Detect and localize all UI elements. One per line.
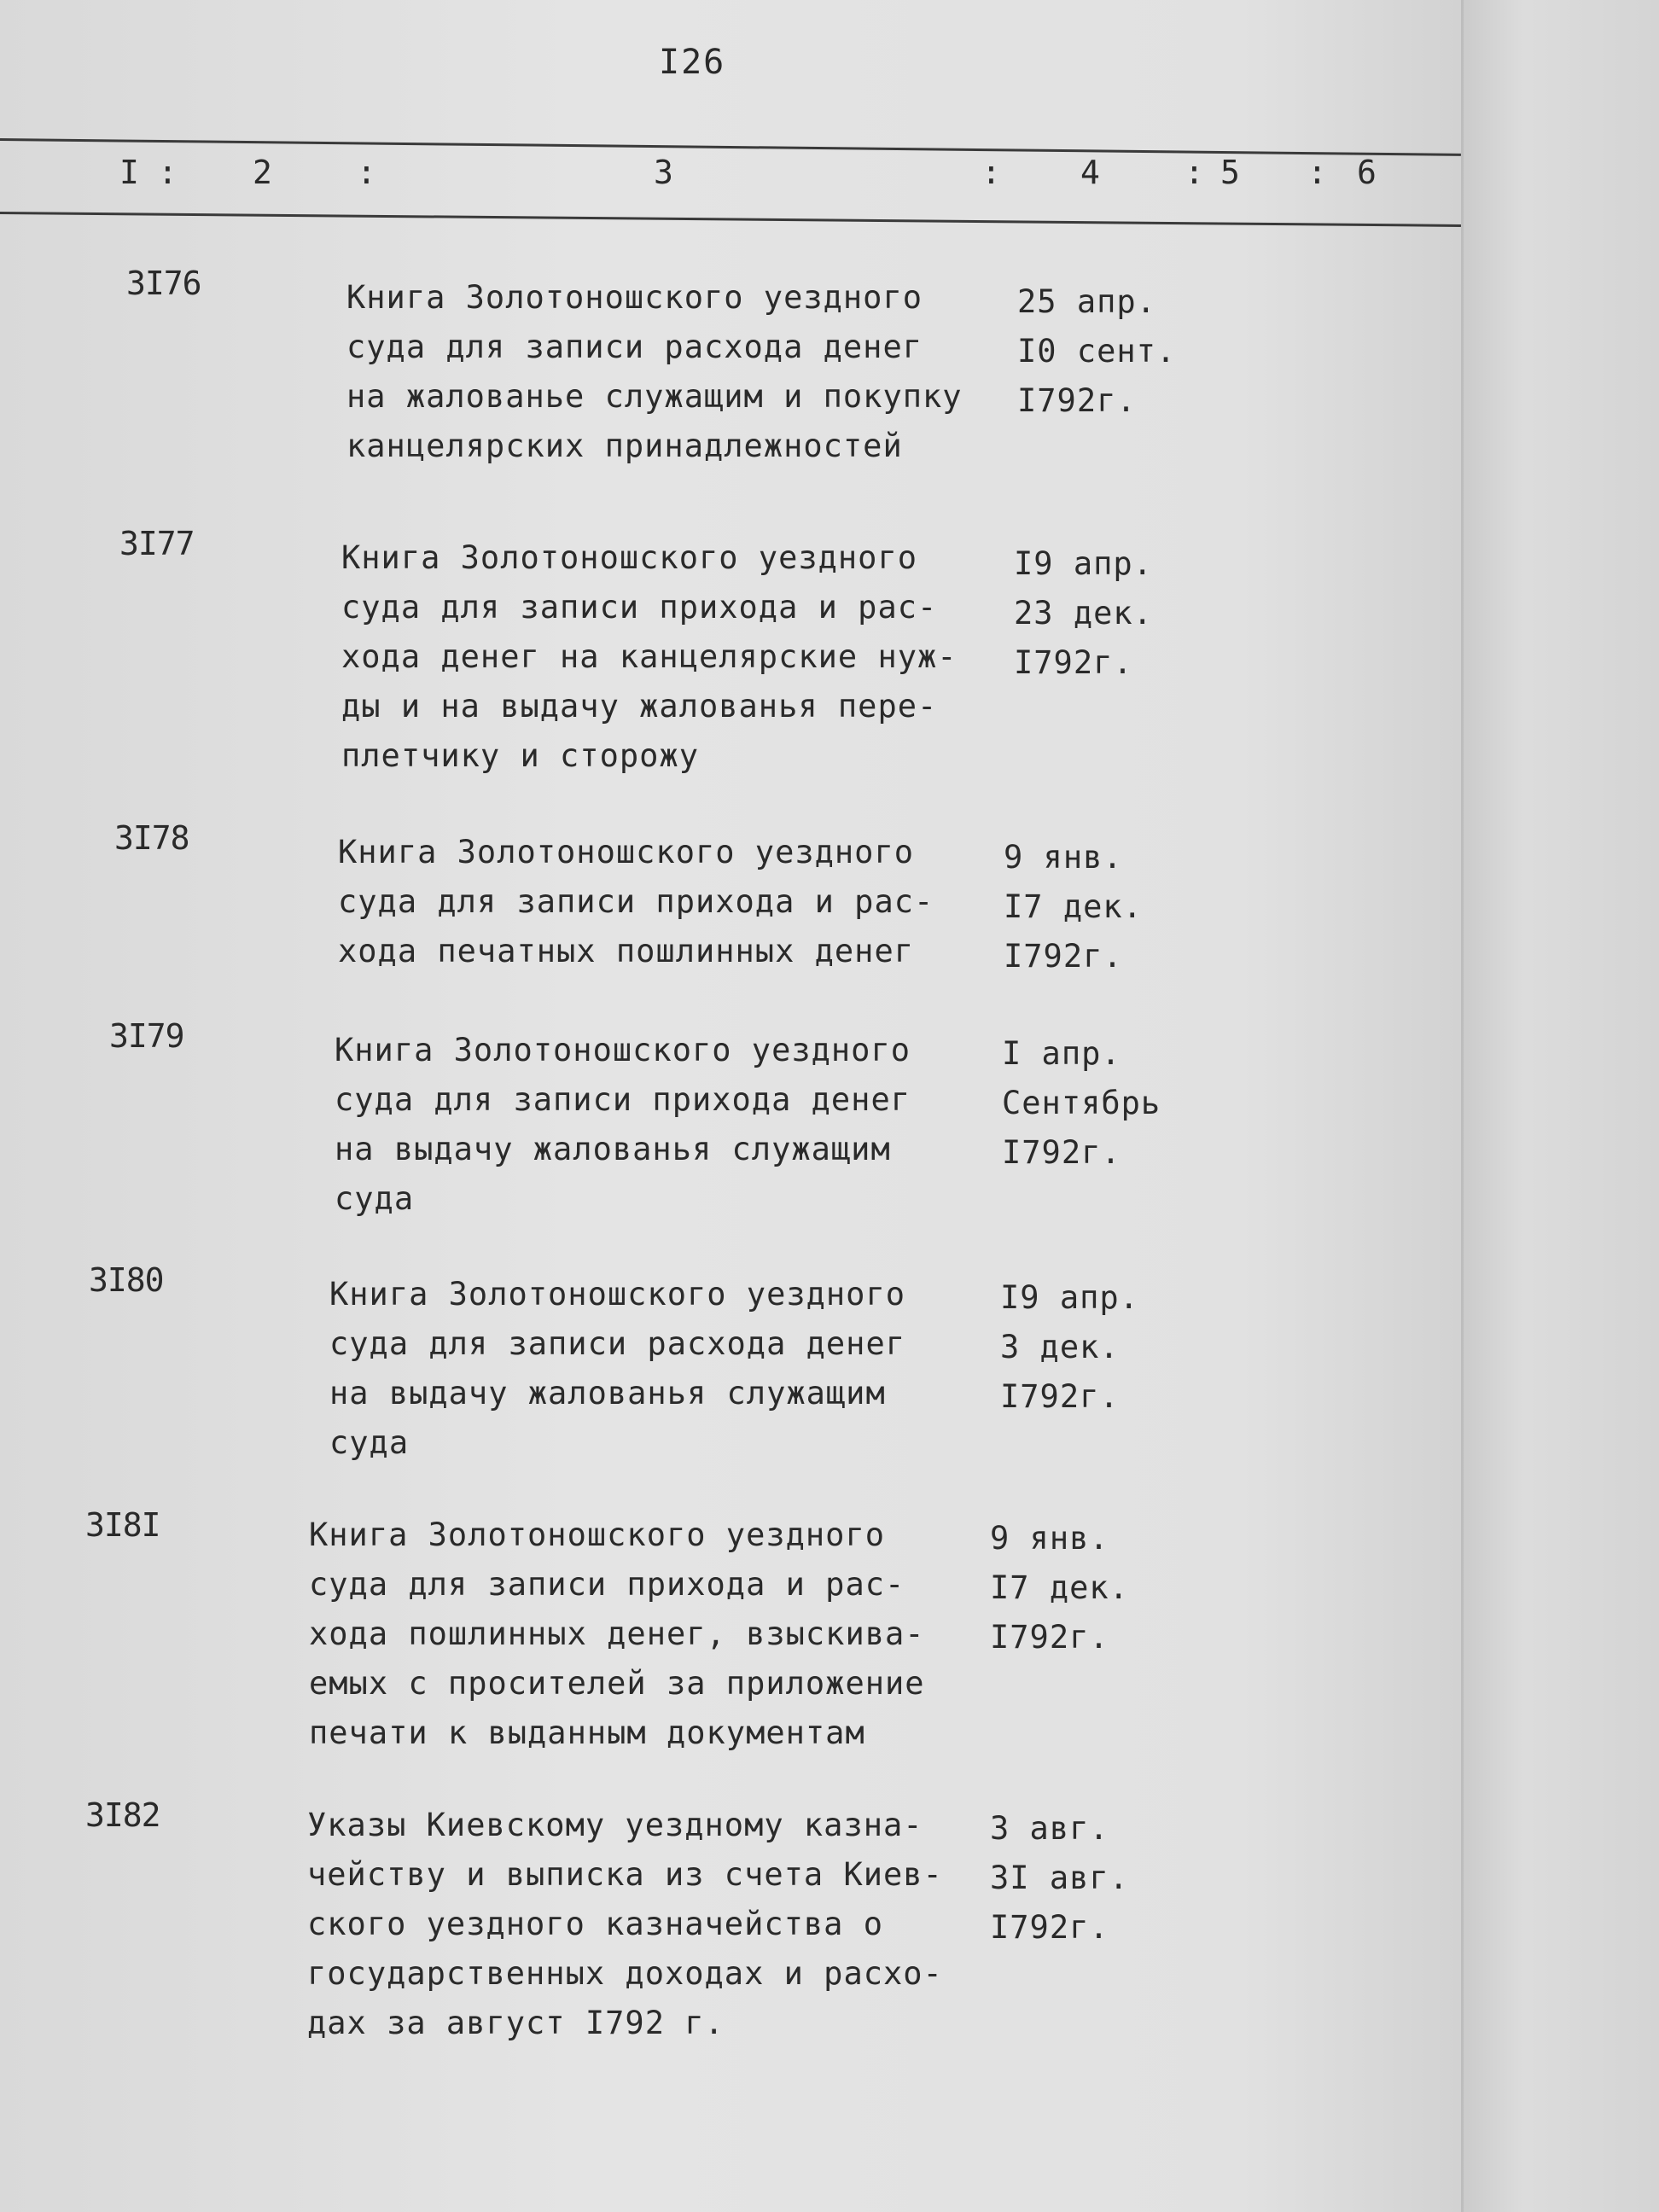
date-end: 23 дек. xyxy=(1014,595,1153,632)
description-line: суда для записи прихода и рас- xyxy=(341,589,938,626)
date-year: I792г. xyxy=(1017,382,1137,419)
description-line: Книга Золотоношского уездного xyxy=(341,539,918,576)
description-line: суда для записи прихода и рас- xyxy=(338,883,934,920)
date-year: I792г. xyxy=(1014,644,1133,681)
description-line: суда для записи расхода денег xyxy=(346,329,923,365)
date-start: 3 авг. xyxy=(990,1810,1109,1847)
record-number: 3I79 xyxy=(109,1017,184,1055)
header-rule-bottom xyxy=(0,212,1461,227)
column-header-2: 2 xyxy=(253,154,272,191)
record-number: 3I8I xyxy=(85,1506,160,1544)
date-year: I792г. xyxy=(1000,1378,1120,1415)
description-line: на выдачу жалованья служащим xyxy=(335,1131,891,1167)
description-line: ского уездного казначейства о xyxy=(307,1906,884,1942)
record-number: 3I77 xyxy=(119,525,195,562)
record-dates xyxy=(990,1514,1129,1662)
record-number: 3I80 xyxy=(89,1261,164,1299)
description-line: Книга Золотоношского уездного xyxy=(338,834,915,870)
record-number: 3I76 xyxy=(126,265,201,302)
description-line: суда для записи прихода денег xyxy=(335,1081,911,1118)
date-end: 3I авг. xyxy=(990,1860,1129,1896)
column-header-sep: : xyxy=(1307,154,1327,191)
description-line: печати к выданным документам xyxy=(309,1714,865,1751)
date-year: I792г. xyxy=(990,1619,1109,1656)
date-start: I апр. xyxy=(1002,1035,1121,1072)
record-description xyxy=(335,1026,983,1224)
record-description xyxy=(309,1511,958,1758)
description-line: плетчику и сторожу xyxy=(341,737,699,774)
date-start: 25 апр. xyxy=(1017,283,1156,320)
description-line: дах за август I792 г. xyxy=(307,2005,725,2041)
description-line: хода денег на канцелярские нуж- xyxy=(341,638,958,675)
date-year: I792г. xyxy=(1004,938,1123,975)
description-line: ды и на выдачу жалованья пере- xyxy=(341,688,938,725)
description-line: суда для записи расхода денег xyxy=(329,1325,906,1362)
record-description xyxy=(346,273,995,471)
description-line: Указы Киевскому уездному казна- xyxy=(307,1807,923,1843)
record-dates xyxy=(1014,539,1153,688)
date-start: I9 апр. xyxy=(1014,545,1153,582)
date-start: I9 апр. xyxy=(1000,1279,1139,1316)
description-line: суда xyxy=(329,1424,410,1461)
record-description xyxy=(307,1801,956,2048)
description-line: хода пошлинных денег, взыскива- xyxy=(309,1615,925,1652)
date-year: I792г. xyxy=(1002,1134,1121,1171)
date-end: I7 дек. xyxy=(990,1569,1129,1606)
description-line: на выдачу жалованья служащим xyxy=(329,1375,886,1412)
column-header-5: 5 xyxy=(1220,154,1240,191)
column-header-sep: : xyxy=(1185,154,1204,191)
description-line: на жалованье служащим и покупку xyxy=(346,378,963,415)
description-line: государственных доходах и расхо- xyxy=(307,1955,943,1992)
column-header-4: 4 xyxy=(1080,154,1100,191)
column-header-6: 6 xyxy=(1357,154,1377,191)
description-line: суда xyxy=(335,1180,415,1217)
record-description xyxy=(329,1270,978,1468)
description-line: чейству и выписка из счета Киев- xyxy=(307,1856,943,1893)
date-end: I7 дек. xyxy=(1004,888,1143,925)
description-line: суда для записи прихода и рас- xyxy=(309,1566,905,1603)
description-line: Книга Золотоношского уездного xyxy=(329,1276,906,1313)
description-line: канцелярских принадлежностей xyxy=(346,428,903,464)
column-header-sep: : xyxy=(357,154,376,191)
description-line: хода печатных пошлинных денег xyxy=(338,933,915,969)
record-dates xyxy=(1000,1273,1139,1422)
record-dates xyxy=(1004,833,1143,981)
record-number: 3I78 xyxy=(114,819,189,857)
description-line: Книга Золотоношского уездного xyxy=(346,279,923,316)
date-year: I792г. xyxy=(990,1909,1109,1946)
date-start: 9 янв. xyxy=(1004,839,1123,876)
record-number: 3I82 xyxy=(85,1796,160,1834)
column-header-sep: : xyxy=(158,154,178,191)
date-end: 3 дек. xyxy=(1000,1329,1120,1365)
header-rule-top xyxy=(0,138,1461,156)
record-description xyxy=(338,828,987,976)
page-number: I26 xyxy=(659,43,726,82)
record-dates xyxy=(1017,277,1176,426)
record-dates xyxy=(990,1804,1129,1953)
date-start: 9 янв. xyxy=(990,1520,1109,1557)
description-line: емых с просителей за приложение xyxy=(309,1665,925,1702)
date-end: I0 сент. xyxy=(1017,333,1177,370)
underlying-page-edge xyxy=(1461,0,1659,2212)
record-description xyxy=(341,533,990,781)
record-dates xyxy=(1002,1029,1161,1178)
description-line: Книга Золотоношского уездного xyxy=(309,1516,886,1553)
column-header-3: 3 xyxy=(654,154,673,191)
column-header-1: I xyxy=(119,154,139,191)
description-line: Книга Золотоношского уездного xyxy=(335,1032,911,1068)
date-end: Сентябрь xyxy=(1002,1085,1161,1121)
column-header-sep: : xyxy=(981,154,1001,191)
